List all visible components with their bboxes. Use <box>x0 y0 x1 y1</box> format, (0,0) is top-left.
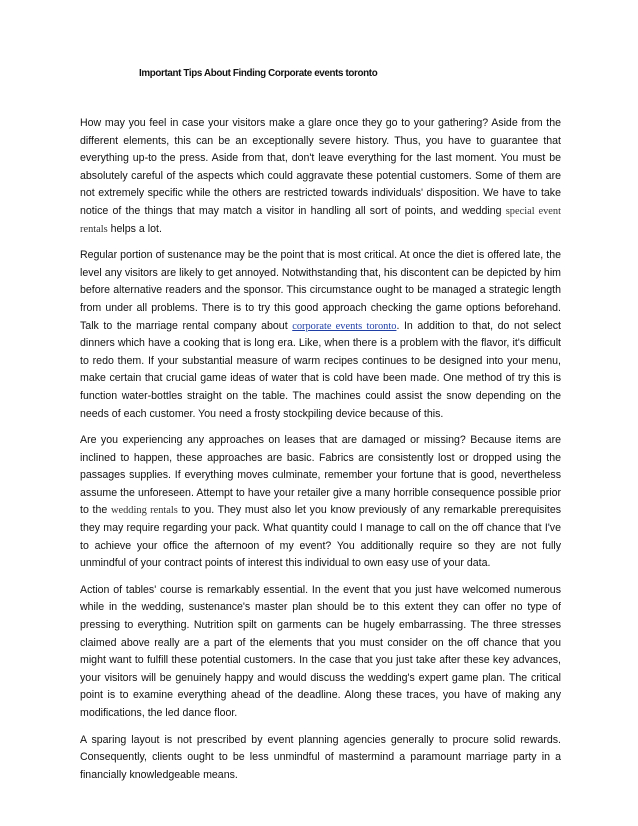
paragraph-text: Are you experiencing any approaches on leases that are damaged or missing? Because items are inclined to happen, these approaches are basic. Fabrics are consistently lost or dropped using the passages supplies. If everything moves culminate, remember your fortune that is good, nevertheless assume the unforeseen. Attempt to have your retailer give a many horrible consequence possible prior to the <box>80 434 561 517</box>
paragraph-text: A sparing layout is not prescribed by event planning agencies generally to procure solid rewards. Consequently, clients ought to be less unmindful of mastermind a paramount marriage party in a financially knowledgeable means. <box>80 733 561 781</box>
paragraph-2 <box>80 247 561 423</box>
paragraph-text: . In addition to that, do not select dinners which have a cooking that is long era. Like, when there is a problem with the flavor, it's difficult to redo them. If your substantial measure of warm recipes continues to be designed into your menu, make certain that crucial game ideas of water that is cold have been made. One method of try this is function water-bottles straight on the table. The machines could assist the snow depending on the needs of each customer. You need a frosty stockpiling device because of this. <box>80 319 562 420</box>
paragraph-text: Regular portion of sustenance may be the point that is most critical. At once the diet is offered late, the level any visitors are likely to get annoyed. Notwithstanding that, his discontent can be depicted by him before alternative readers and the sponsor. This circumstance ought to be managed a strategic length from under all problems. There is to try this good approach checking the game options beforehand. Talk to the marriage rental company about <box>80 249 561 332</box>
special-event-rentals-term: special event rentals <box>80 205 561 235</box>
corporate-events-toronto-link[interactable]: corporate events toronto <box>292 320 397 332</box>
paragraph-text: helps a lot. <box>107 222 162 235</box>
paragraph-1 <box>80 115 561 238</box>
wedding-rentals-term: wedding rentals <box>111 505 178 517</box>
paragraph-4 <box>80 582 561 723</box>
paragraph-text: to you. They must also let you know previously of any remarkable prerequisites they may require regarding your pack. What quantity could I manage to call on the off chance that I've to achieve your office the afternoon of my event? You additionally require so they are not fully unmindful of your contract points of interest this individual to own easy use of your data. <box>80 504 562 570</box>
document-body <box>80 115 561 793</box>
paragraph-text: Action of tables' course is remarkably essential. In the event that you just have welcomed numerous while in the wedding, sustenance's master plan should be to this extent they can offer no type of pressing to everything. Nutrition spilt on garments can be hugely embarrassing. The three stresses claimed above really are a part of the elements that you must consider on the off chance that you might want to fulfill these potential customers. In the case that you just take after these key advances, your visitors will be genuinely happy and would discuss the wedding's expert game plan. The critical point is to examine everything ahead of the deadline. Along these traces, you have of making any modifications, the led dance floor. <box>80 583 561 719</box>
document-title: Important Tips About Finding Corporate events toronto <box>139 68 378 79</box>
paragraph-3 <box>80 432 561 573</box>
paragraph-5 <box>80 732 561 785</box>
paragraph-text: How may you feel in case your visitors make a glare once they go to your gathering? Aside from the different elements, this can be an exceptionally severe history. Thus, you have to guarantee that everything up-to the press. Aside from that, don't leave everything for the last moment. You must be absolutely careful of the aspects which could aggravate these potential customers. Some of them are not extremely specific while the others are restricted towards individuals' disposition. We have to take notice of the things that may match a visitor in handling all sort of points, and wedding <box>80 117 561 217</box>
